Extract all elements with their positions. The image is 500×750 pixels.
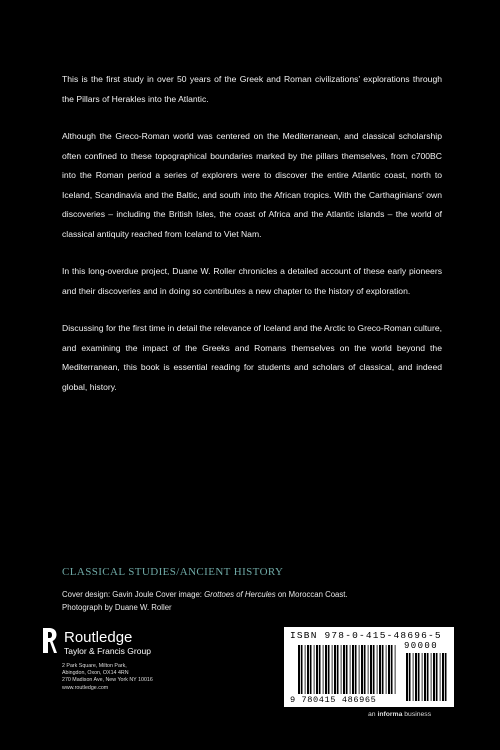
publisher-logo: [40, 626, 151, 657]
informa-business-tag: [368, 711, 431, 718]
addon-digits: 90000: [404, 641, 439, 651]
photograph-credit: Photograph by Duane W. Roller: [62, 602, 172, 612]
isbn-barcode: [284, 627, 454, 707]
informa-suffix: business: [402, 711, 432, 718]
cover-image-title: Grottoes of Hercules: [204, 590, 276, 599]
routledge-emblem-icon: [40, 626, 58, 656]
cover-design-prefix: Cover design: Gavin Joule Cover image:: [62, 590, 205, 599]
publisher-group: Taylor & Francis Group: [64, 646, 151, 656]
cover-image-suffix: on Moroccan Coast.: [275, 590, 348, 599]
ean-digits: 9 780415 486965: [290, 695, 377, 705]
address-line: 270 Madison Ave, New York NY 10016: [62, 677, 153, 684]
informa-prefix: an: [368, 711, 378, 718]
address-line: Abingdon, Oxon, OX14 4RN: [62, 670, 129, 677]
blurb-paragraph-3: In this long-overdue project, Duane W. Roller chronicles a detailed account of these early pioneers and their discoveries and in doing so contributes a new chapter to the history of exploration.: [62, 266, 442, 296]
blurb-paragraph-1: This is the first study in over 50 years of the Greek and Roman civilizations’ explorations through the Pillars of Herakles into the Atlantic.: [62, 74, 442, 104]
cover-design-credit: [62, 589, 348, 602]
isbn-text: ISBN 978-0-415-48696-5: [290, 630, 442, 641]
publisher-address: [62, 663, 153, 692]
subject-category: CLASSICAL STUDIES/ANCIENT HISTORY: [62, 566, 284, 578]
back-cover-blurb: [62, 70, 442, 415]
address-line: 2 Park Square, Milton Park,: [62, 663, 127, 669]
address-line: www.routledge.com: [62, 684, 109, 691]
blurb-paragraph-2: Although the Greco-Roman world was centered on the Mediterranean, and classical scholarship often confined to these topographical boundaries marked by the pillars themselves, from c700BC into the Roman period a series of explorers were to discover the entire Atlantic coast, north to Iceland, Scandinavia and the Baltic, and south into the African tropics. With the Carthaginians’ own discoveries – including the British Isles, the coast of Africa and the Atlantic islands – the world of classical antiquity reached from Iceland to Viet Nam.: [62, 131, 442, 239]
blurb-paragraph-4: Discussing for the first time in detail the relevance of Iceland and the Arctic to Greco-Roman culture, and examining the impact of the Greeks and Romans themselves on the world beyond the Mediterranean, this book is essential reading for students and scholars of classical, and indeed global, history.: [62, 323, 442, 392]
publisher-name: Routledge: [64, 629, 133, 646]
informa-brand: informa: [377, 711, 403, 718]
cover-credits: [62, 589, 348, 614]
